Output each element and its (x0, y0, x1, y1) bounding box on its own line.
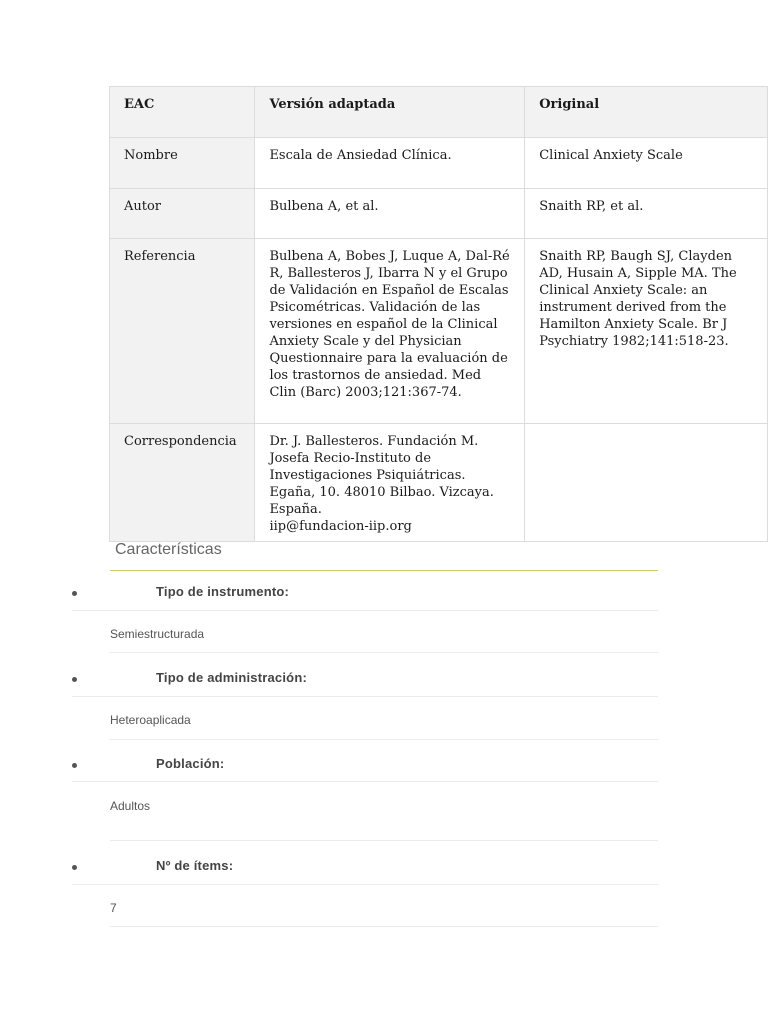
item-label-poblacion: Población: (156, 756, 225, 771)
original-cell (525, 424, 768, 542)
row-label: Referencia (110, 239, 255, 424)
adaptada-cell: Escala de Ansiedad Clínica. (255, 138, 525, 189)
item-divider (72, 781, 658, 782)
item-divider (110, 739, 658, 740)
header-version-adaptada: Versión adaptada (255, 87, 525, 138)
eac-info-table (109, 86, 768, 542)
item-value-num-items: 7 (110, 901, 117, 915)
original-cell: Clinical Anxiety Scale (525, 138, 768, 189)
table-row-correspondencia (110, 424, 768, 542)
table-row-nombre (110, 138, 768, 189)
table-row-referencia (110, 239, 768, 424)
table-row-autor (110, 189, 768, 239)
item-divider (110, 926, 658, 927)
item-divider (72, 696, 658, 697)
bullet-icon (72, 763, 77, 768)
section-title-caracteristicas: Características (115, 541, 222, 558)
bullet-icon (72, 865, 77, 870)
item-label-tipo-instrumento: Tipo de instrumento: (156, 584, 290, 599)
header-original: Original (525, 87, 768, 138)
row-label: Correspondencia (110, 424, 255, 542)
item-value-poblacion: Adultos (110, 799, 151, 813)
item-value-tipo-administracion: Heteroaplicada (110, 713, 191, 727)
bullet-icon (72, 591, 77, 596)
item-value-tipo-instrumento: Semiestructurada (110, 627, 205, 641)
item-divider (110, 840, 658, 841)
section-divider (110, 570, 658, 571)
original-cell: Snaith RP, et al. (525, 189, 768, 239)
adaptada-cell: Dr. J. Ballesteros. Fundación M. Josefa Recio-Instituto de Investigaciones Psiquiátricas. Egaña, 10. 48010 Bilbao. Vizcaya. España. iip@fundacion-iip.org (255, 424, 525, 542)
bullet-icon (72, 677, 77, 682)
item-label-tipo-administracion: Tipo de administración: (156, 670, 307, 685)
table-header-row (110, 87, 768, 138)
adaptada-cell: Bulbena A, et al. (255, 189, 525, 239)
row-label: Nombre (110, 138, 255, 189)
item-divider (72, 884, 658, 885)
original-cell: Snaith RP, Baugh SJ, Clayden AD, Husain A, Sipple MA. The Clinical Anxiety Scale: an instrument derived from the Hamilton Anxiety Scale. Br J Psychiatry 1982;141:518-23. (525, 239, 768, 424)
row-label: Autor (110, 189, 255, 239)
header-eac: EAC (110, 87, 255, 138)
item-label-num-items: Nº de ítems: (156, 858, 234, 873)
adaptada-cell: Bulbena A, Bobes J, Luque A, Dal-Ré R, Ballesteros J, Ibarra N y el Grupo de Validación en Español de Escalas Psicométricas. Validación de las versiones en español de la Clinical Anxiety Scale y del Physician Questionnaire para la evaluación de los trastornos de ansiedad. Med Clin (Barc) 2003;121:367-74. (255, 239, 525, 424)
item-divider (72, 610, 658, 611)
item-divider (110, 652, 658, 653)
